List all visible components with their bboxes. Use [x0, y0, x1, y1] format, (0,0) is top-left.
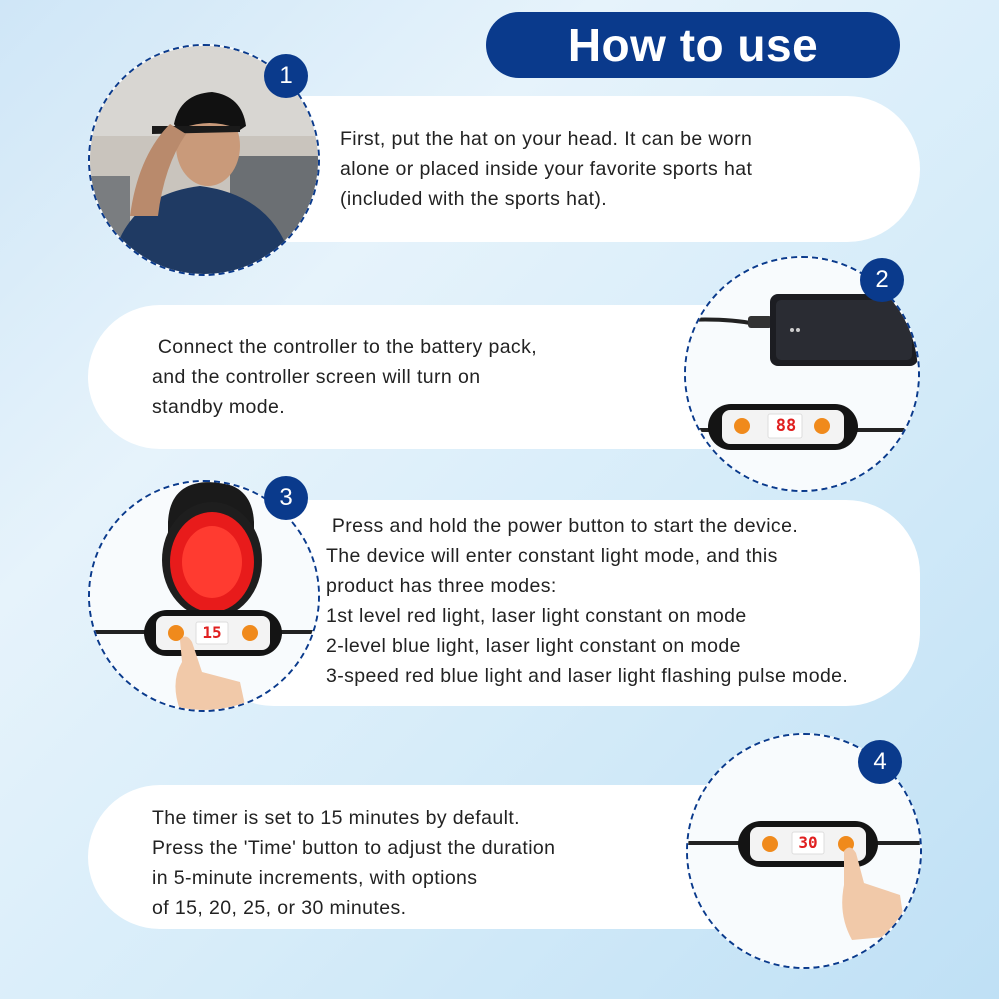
step-1-badge: 1: [264, 54, 308, 98]
step-1-text: First, put the hat on your head. It can be worn alone or placed inside your favorite sports hat (included with the sports hat).: [340, 128, 753, 210]
step-3-controller-display: 15: [202, 623, 222, 642]
step-3-badge: 3: [264, 476, 308, 520]
step-4-badge: 4: [858, 740, 902, 784]
step-2-badge: 2: [860, 258, 904, 302]
step-3-text: Press and hold the power button to start the device. The device will enter constant light mode, and this product has three modes: 1st level red light, laser light constant on mode 2-level blue light, laser light constant on mode 3-speed red blue light and laser light flashing pulse mode.: [326, 515, 849, 687]
step-4-text: The timer is set to 15 minutes by default. Press the 'Time' button to adjust the duration in 5-minute increments, with options of 15, 20, 25, or 30 minutes.: [152, 807, 556, 919]
page-title: How to use: [486, 12, 900, 78]
step-2-text: Connect the controller to the battery pack, and the controller screen will turn on standby mode.: [152, 336, 538, 418]
step-4-controller-display: 30: [798, 833, 818, 852]
step-2-controller-display: 88: [775, 416, 797, 436]
